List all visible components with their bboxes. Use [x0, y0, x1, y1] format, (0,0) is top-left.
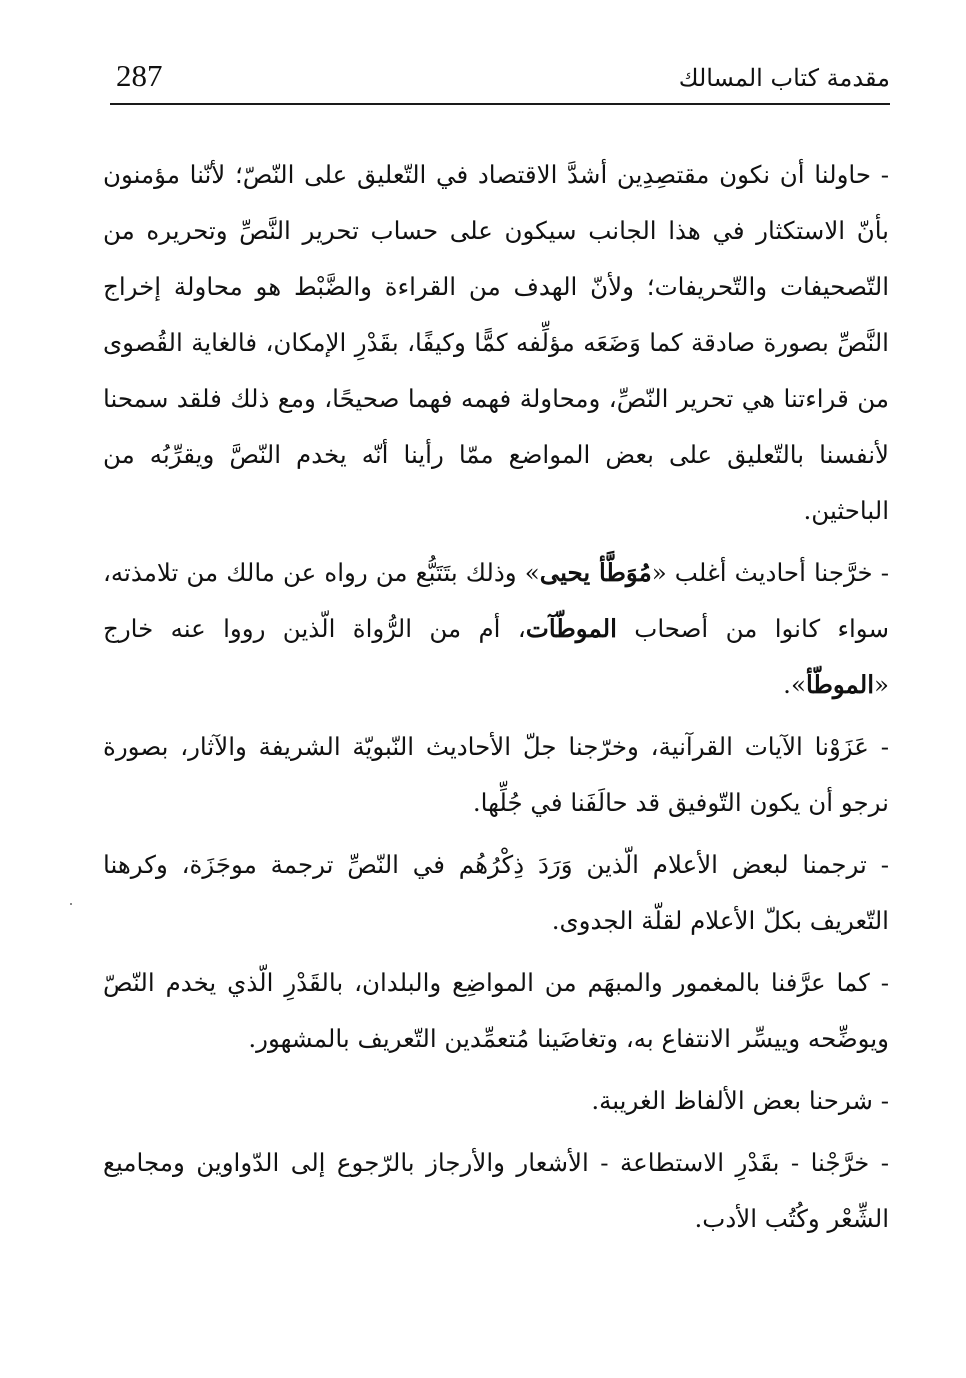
paragraph-text: ».	[783, 670, 806, 699]
paragraph-vocabulary: - شرحنا بعض الألفاظ الغريبة.	[591, 1086, 889, 1115]
running-title: مقدمة كتاب المسالك	[678, 64, 890, 92]
paragraph-places: - كما عرَّفنا بالمغمور والمبهَم من المواضِع والبلدان، بالقَدْرِ الّذي يخدم النّصّ ويوضِّحه وييسِّر الانتفاع به، وتغاضَينا مُتعمِّدين التّعريف بالمشهور.	[103, 968, 889, 1053]
paragraph-poetry: - خرَّجْنا - بقَدْرِ الاستطاعة - الأشعار والأرجاز بالرّجوع إلى الدّواوين ومجاميع الشِّعْر وكُتُب الأدب.	[103, 1148, 889, 1233]
book-title-muwattaat: الموطّآت	[525, 614, 617, 643]
scan-speck	[70, 903, 72, 905]
paragraph-text: ، أم من الرُّواة الّذين رووا عنه خارج «	[103, 614, 889, 699]
book-title-muwatta: الموطّأ	[805, 670, 874, 699]
paragraph-biographies: - ترجمنا لبعض الأعلام الّذين وَرَدَ ذِكْرُهُم في النّصِّ ترجمة موجَزَة، وكرهنا التّعريف بكلّ الأعلام لقلّة الجدوى.	[103, 850, 889, 935]
paragraph-verses-hadith: - عَزَوْنا الآيات القرآنية، وخرّجنا جلّ الأحاديث النّبويّة الشريفة والآثار، بصورة نرجو أن يكون التّوفيق قد حالَفَنا في جُلِّها.	[103, 732, 889, 817]
paragraph-text: - خرَّجنا أحاديث أغلب «	[651, 558, 889, 587]
page-header	[110, 58, 890, 102]
book-title-muwatta-yahya: مُوَطَّأ يحيى	[539, 558, 652, 587]
paragraph-text: » وذلك بتَتَبُّع من رواه عن مالك من تلامذته، سواء كانوا من أصحاب	[103, 558, 889, 643]
paragraph-hadith-sources	[103, 545, 889, 713]
page-number: 287	[116, 58, 163, 93]
paragraph-commentary-policy: - حاولنا أن نكون مقتصِدِين أشدَّ الاقتصاد في التّعليق على النّصّ؛ لأنّنا مؤمنون بأنّ الاستكثار في هذا الجانب سيكون على حساب تحرير النَّصِّ وتحريره من التّصحيفات والتّحريفات؛ ولأنّ الهدف من القراءة والضَّبْط هو محاولة إخراج النَّصِّ بصورة صادقة كما وَضَعَه مؤلِّفه كمًّا وكيفًا، بقَدْرِ الإمكان، فالغاية القُصوى من قراءتنا هي تحرير النّصِّ، ومحاولة فهمه فهما صحيحًا، ومع ذلك فلقد سمحنا لأنفسنا بالتّعليق على بعض المواضع ممّا رأينا أنّه يخدم النّصَّ ويقرِّبُه من الباحثين.	[103, 160, 889, 525]
page-body	[103, 147, 889, 1253]
header-divider	[110, 103, 890, 105]
